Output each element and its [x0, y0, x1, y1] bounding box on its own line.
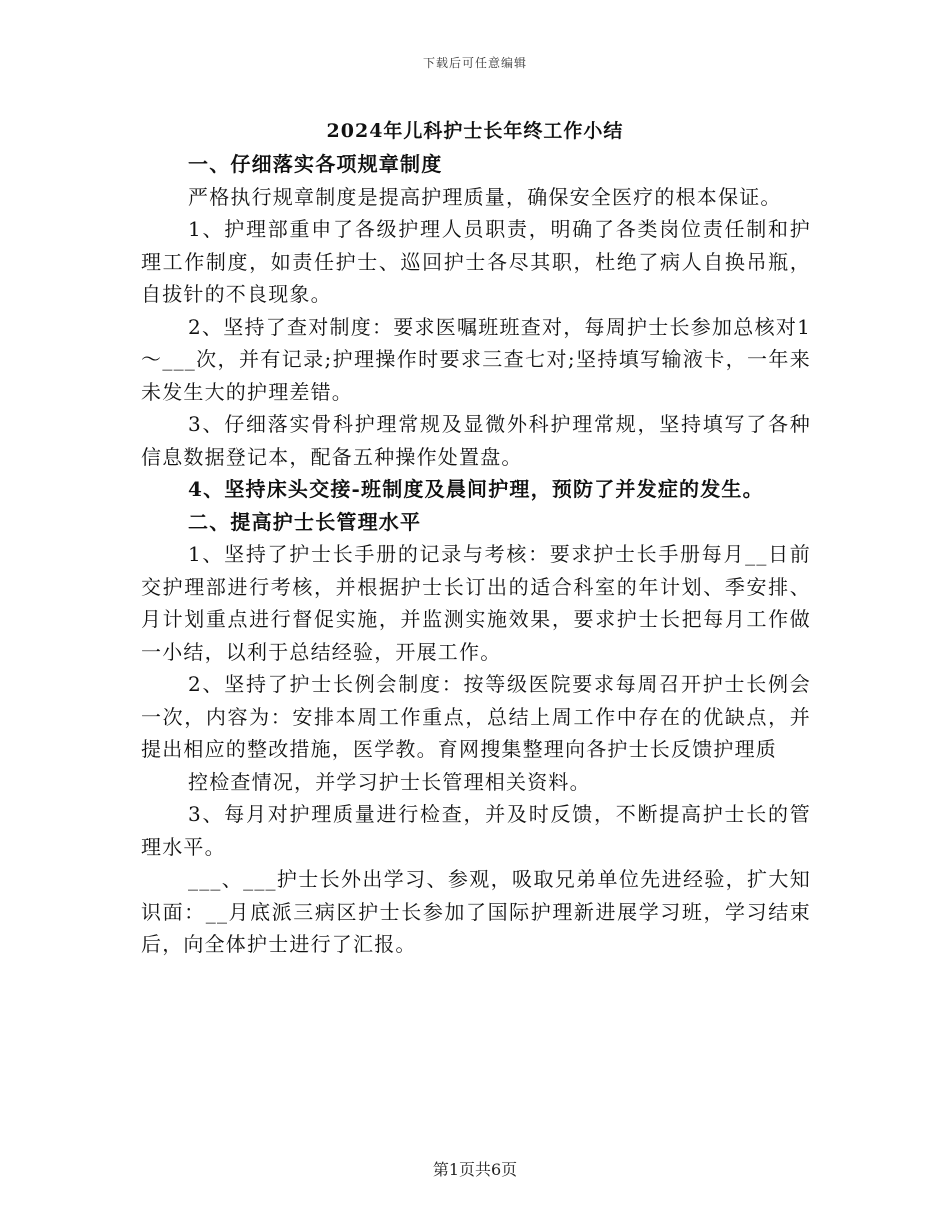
document-body: [141, 148, 811, 961]
header-note: 下载后可任意编辑: [422, 56, 527, 70]
paragraph-item-1-1: 1、护理部重申了各级护理人员职责，明确了各类岗位责任制和护理工作制度，如责任护士、巡回护士各尽其职，杜绝了病人自换吊瓶，自拔针的不良现象。: [141, 217, 811, 306]
section-heading-2: 二、提高护士长管理水平: [188, 509, 422, 534]
paragraph-item-2-1: 1、坚持了护士长手册的记录与考核：要求护士长手册每月__日前交护理部进行考核，并根据护士长订出的适合科室的年计划、季安排、月计划重点进行督促实施，并监测实施效果，要求护士长把每月工作做一小结，以利于总结经验，开展工作。: [141, 542, 811, 664]
paragraph-item-2-2: 2、坚持了护士长例会制度：按等级医院要求每周召开护士长例会一次，内容为：安排本周工作重点，总结上周工作中存在的优缺点，并提出相应的整改措施，医学教。育网搜集整理向各护士长反馈护理质: [141, 672, 811, 761]
paragraph-intro: 严格执行规章制度是提高护理质量，确保安全医疗的根本保证。: [188, 184, 782, 209]
paragraph-item-1-3: 3、仔细落实骨科护理常规及显微外科护理常规，坚持填写了各种信息数据登记本，配备五种操作处置盘。: [141, 412, 811, 469]
paragraph-item-2-4: ___、___护士长外出学习、参观，吸取兄弟单位先进经验，扩大知识面：__月底派三病区护士长参加了国际护理新进展学习班，学习结束后，向全体护士进行了汇报。: [141, 867, 811, 956]
paragraph-item-2-2-cont: 控检查情况，并学习护士长管理相关资料。: [188, 769, 591, 794]
section-heading-1: 一、仔细落实各项规章制度: [188, 152, 443, 176]
paragraph-item-1-4: 4、坚持床头交接-班制度及晨间护理，预防了并发症的发生。: [188, 477, 764, 501]
paragraph-item-2-3: 3、每月对护理质量进行检查，并及时反馈，不断提高护士长的管理水平。: [141, 802, 811, 859]
page-footer: 第1页共6页: [432, 1160, 518, 1179]
paragraph-item-1-2: 2、坚持了查对制度：要求医嘱班班查对，每周护士长参加总核对1～___次，并有记录;护理操作时要求三查七对;坚持填写输液卡，一年来未发生大的护理差错。: [141, 314, 811, 404]
document-title: 2024年儿科护士长年终工作小结: [326, 120, 624, 142]
